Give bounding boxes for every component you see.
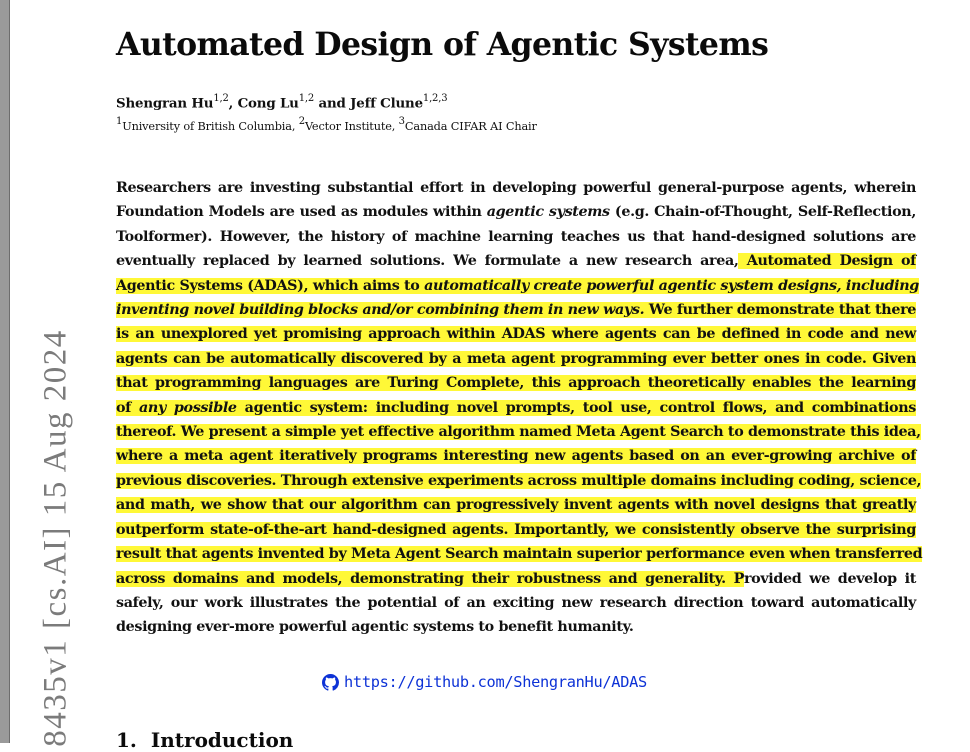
highlighted-text: previous discoveries. Through extensive experiments across multiple domains including coding, science, <box>116 472 922 489</box>
highlighted-text: and math, we show that our algorithm can progressively invent agents with novel designs that greatly <box>116 497 916 514</box>
affiliation-list <box>116 117 537 133</box>
arxiv-identifier-stamp: 8435v1 [cs.AI] 15 Aug 2024 <box>37 329 74 747</box>
highlighted-text: where a meta agent iteratively programs interesting new agents based on an ever-growing archive of <box>116 448 916 465</box>
abstract-line <box>116 518 916 542</box>
author-sep: and <box>314 95 351 112</box>
abstract-line <box>116 176 916 200</box>
abstract-line <box>116 225 916 249</box>
highlighted-text: We further demonstrate that there <box>644 302 916 319</box>
abstract-line <box>116 469 922 493</box>
author-affil-marker: 1,2 <box>213 93 229 104</box>
repo-url: https://github.com/ShengranHu/ADAS <box>344 673 647 691</box>
abstract-line <box>116 615 916 639</box>
affil-name: University of British Columbia, <box>122 119 299 133</box>
abstract-line <box>116 567 916 591</box>
author-name: Jeff Clune <box>350 95 423 112</box>
affil-number: 1 <box>116 116 123 127</box>
highlighted-text: any possible <box>138 399 237 416</box>
section-number: 1. <box>116 728 137 752</box>
viewer-left-gutter <box>0 0 9 743</box>
abstract-line <box>116 444 916 468</box>
highlighted-text: of <box>116 399 139 416</box>
section-title: Introduction <box>150 728 294 752</box>
highlighted-text: agentic system: including novel prompts, tool use, control flows, and combinations <box>236 399 916 416</box>
highlighted-text: Automated Design of <box>738 253 916 270</box>
abstract-text: designing ever-more powerful agentic systems to benefit humanity. <box>116 619 634 636</box>
abstract-text: Foundation Models are used as modules within <box>116 204 487 221</box>
abstract-line <box>116 542 923 566</box>
affil-name: Vector Institute, <box>304 119 399 133</box>
author-sep: , <box>228 95 238 112</box>
section-heading <box>116 728 293 752</box>
abstract-line <box>116 322 916 346</box>
abstract-line <box>116 591 916 615</box>
affil-number: 3 <box>398 116 405 127</box>
affil-name: Canada CIFAR AI Chair <box>404 119 537 133</box>
abstract-text: Toolformer). However, the history of machine learning teaches us that hand-designed solutions are <box>116 228 916 245</box>
abstract-text: Researchers are investing substantial effort in developing powerful general-purpose agents, wherein <box>116 180 916 196</box>
highlighted-text: is an unexplored yet promising approach within ADAS where agents can be defined in code and new <box>116 326 916 343</box>
highlighted-text: thereof. We present a simple yet effective algorithm named Meta Agent Search to demonstrate this idea, <box>116 424 921 441</box>
abstract-text: eventually replaced by learned solutions. We formulate a new research area, <box>116 253 739 270</box>
highlighted-text: across domains and models, demonstrating their robustness and generality. P <box>116 570 744 587</box>
highlighted-text: agents can be automatically discovered by a meta agent programming ever better ones in code. Given <box>116 350 916 367</box>
highlighted-text: Agentic Systems (ADAS), which aims to <box>116 277 425 294</box>
abstract-text: safely, our work illustrates the potential of an exciting new research direction toward automatically <box>116 594 916 611</box>
highlighted-text: automatically create powerful agentic system designs, including <box>424 277 919 294</box>
github-repo-link[interactable] <box>322 673 647 691</box>
viewer-gutter-border <box>9 0 10 743</box>
highlighted-text: that programming languages are Turing Complete, this approach theoretically enables the learning <box>116 375 916 392</box>
abstract-line <box>116 274 919 298</box>
abstract-line <box>116 200 916 224</box>
author-affil-marker: 1,2 <box>298 93 315 104</box>
abstract-line <box>116 371 916 395</box>
affil-number: 2 <box>298 116 305 127</box>
author-affil-marker: 1,2,3 <box>422 93 448 104</box>
abstract-line <box>116 493 916 517</box>
abstract-line <box>116 298 916 322</box>
author-name: Cong Lu <box>237 95 299 112</box>
highlighted-text: result that agents invented by Meta Agent Search maintain superior performance even when transferred <box>116 546 923 563</box>
abstract-text: agentic systems <box>486 204 610 221</box>
abstract-line <box>116 347 916 371</box>
author-name: Shengran Hu <box>116 95 214 112</box>
abstract-text: (e.g. Chain-of-Thought, Self-Reflection, <box>609 204 916 221</box>
paper-title: Automated Design of Agentic Systems <box>116 26 769 63</box>
author-list <box>116 94 447 111</box>
abstract-line <box>116 249 916 273</box>
abstract-line <box>116 396 916 420</box>
abstract-text: rovided we develop it <box>743 570 916 587</box>
highlighted-text: inventing novel building blocks and/or combining them in new ways. <box>116 302 645 319</box>
abstract-body <box>116 176 923 640</box>
github-icon <box>322 674 339 691</box>
abstract-line <box>116 420 921 444</box>
highlighted-text: outperform state-of-the-art hand-designed agents. Importantly, we consistently observe the surprising <box>116 521 916 538</box>
